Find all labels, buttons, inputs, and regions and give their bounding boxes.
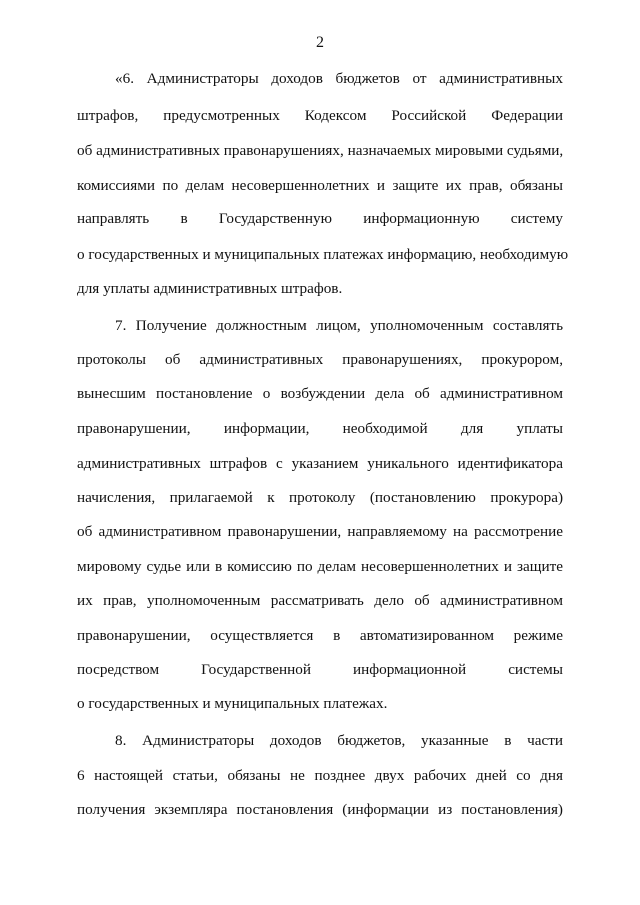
text-line: для уплаты административных штрафов. bbox=[77, 280, 343, 297]
text-line: административных штрафов с указанием уникального идентификатора bbox=[77, 455, 563, 472]
text-line: посредством Государственной информационной системы bbox=[77, 661, 563, 678]
text-line: вынесшим постановление о возбуждении дела об административном bbox=[77, 385, 563, 402]
text-line: начисления, прилагаемой к протоколу (постановлению прокурора) bbox=[77, 489, 563, 506]
text-line: об административных правонарушениях, назначаемых мировыми судьями, bbox=[77, 142, 564, 159]
text-line: направлять в Государственную информационную систему bbox=[77, 210, 563, 227]
text-line: о государственных и муниципальных платежах информацию, необходимую bbox=[77, 246, 569, 263]
text-line: правонарушении, информации, необходимой для уплаты bbox=[77, 420, 563, 437]
text-line: правонарушении, осуществляется в автоматизированном режиме bbox=[77, 627, 563, 644]
text-line: 6 настоящей статьи, обязаны не позднее двух рабочих дней со дня bbox=[77, 767, 563, 784]
text-line: получения экземпляра постановления (информации из постановления) bbox=[77, 801, 563, 818]
text-line: комиссиями по делам несовершеннолетних и защите их прав, обязаны bbox=[77, 177, 563, 194]
text-line: их прав, уполномоченным рассматривать дело об административном bbox=[77, 592, 563, 609]
text-line: мировому судье или в комиссию по делам несовершеннолетних и защите bbox=[77, 558, 563, 575]
text-line: штрафов, предусмотренных Кодексом Российской Федерации bbox=[77, 107, 563, 124]
text-line: о государственных и муниципальных платежах. bbox=[77, 695, 388, 712]
text-line: «6. Администраторы доходов бюджетов от административных bbox=[115, 70, 563, 87]
text-line: протоколы об административных правонарушениях, прокурором, bbox=[77, 351, 563, 368]
page-number: 2 bbox=[316, 34, 324, 51]
text-line: об административном правонарушении, направляемому на рассмотрение bbox=[77, 523, 563, 540]
text-line: 8. Администраторы доходов бюджетов, указанные в части bbox=[115, 732, 563, 749]
text-line: 7. Получение должностным лицом, уполномоченным составлять bbox=[115, 317, 563, 334]
